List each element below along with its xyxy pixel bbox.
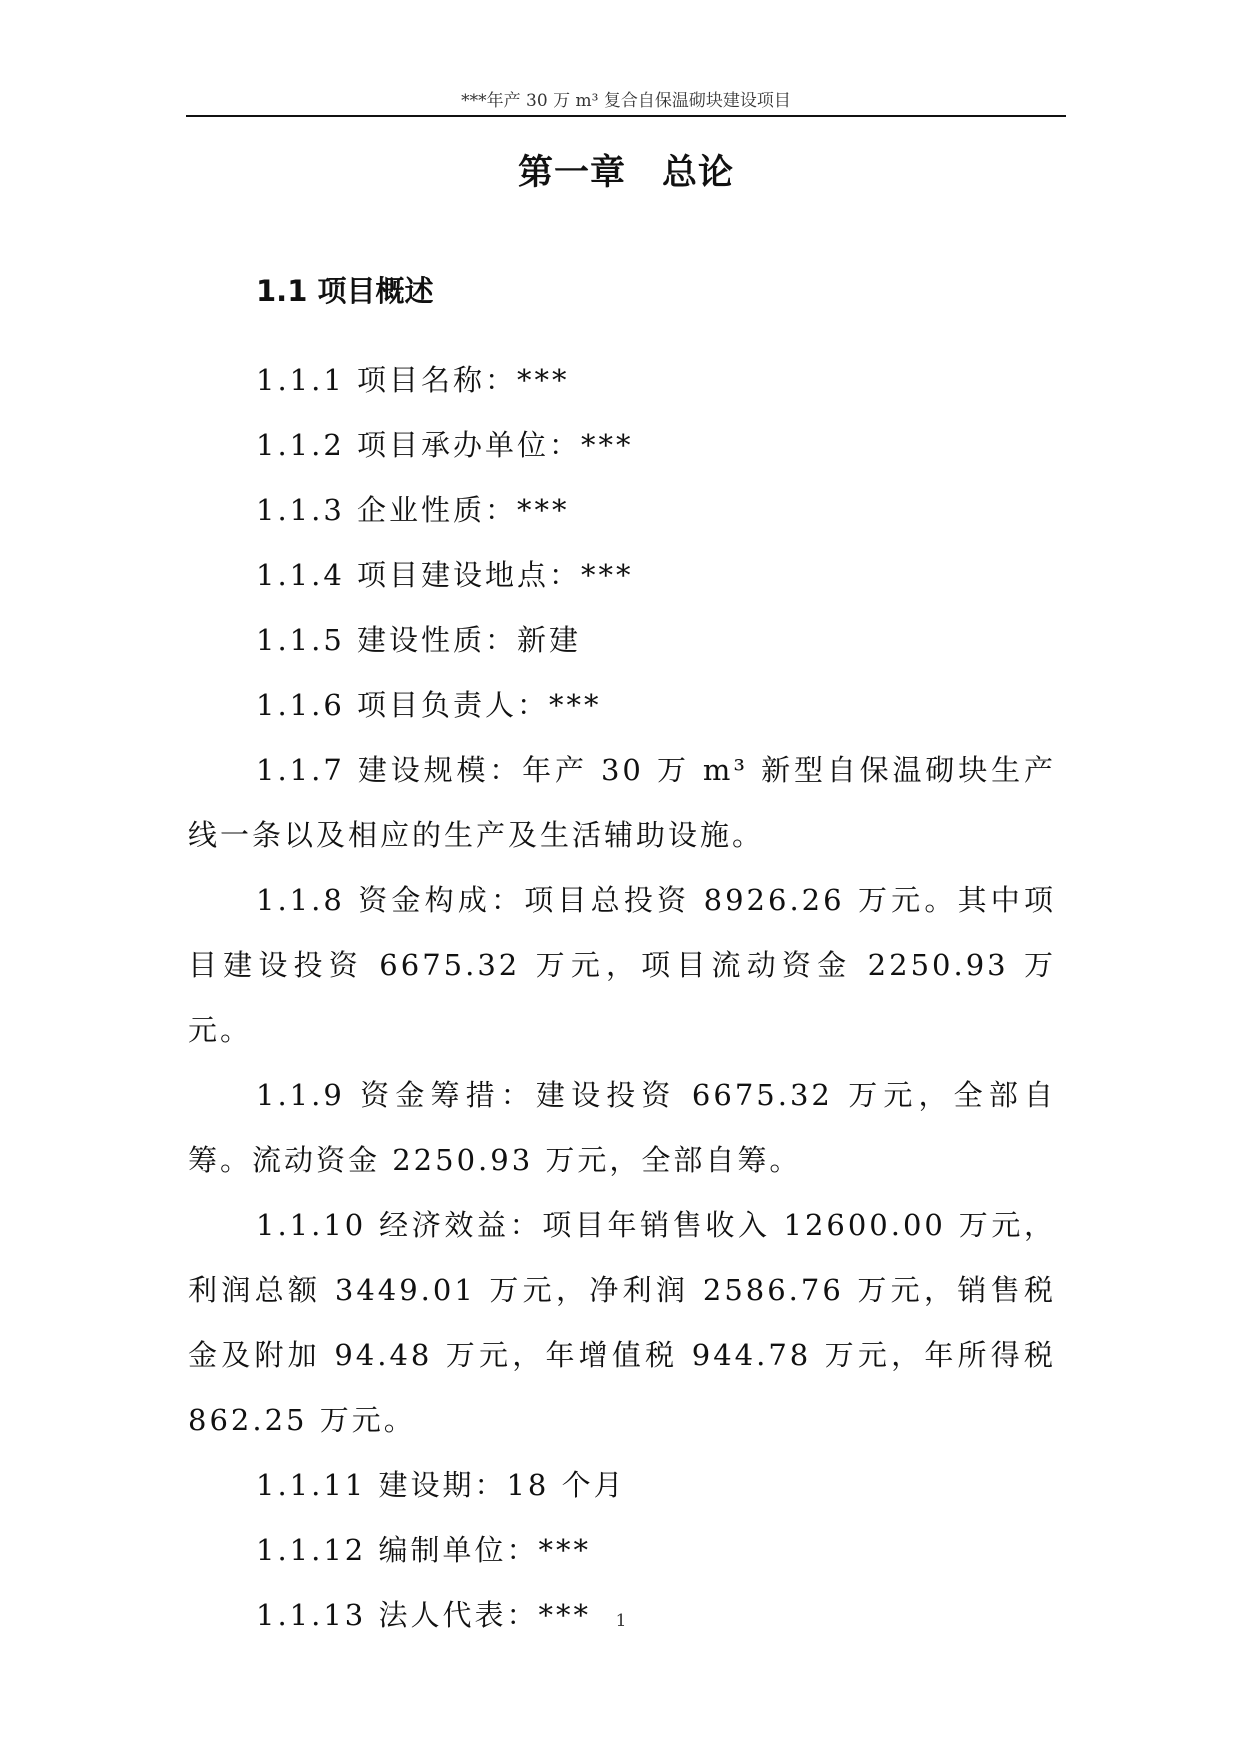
item-economic-benefit: 1.1.10 经济效益：项目年销售收入 12600.00 万元，利润总额 3449.01 万元，净利润 2586.76 万元，销售税金及附加 94.48 万元，年增值税 944.78 万元，年所得税 862.25 万元。 [188,1208,1056,1437]
chapter-name: 总论 [662,153,735,193]
body-text [188,348,1056,1648]
item-construction-nature: 1.1.5 建设性质：新建 [256,623,582,657]
item-construction-site: 1.1.4 项目建设地点：*** [256,558,634,592]
item-fund-raising: 1.1.9 资金筹措：建设投资 6675.32 万元，全部自筹。流动资金 2250.93 万元，全部自筹。 [188,1078,1056,1177]
item-construction-scale: 1.1.7 建设规模：年产 30 万 m³ 新型自保温砌块生产线一条以及相应的生产及生活辅助设施。 [188,753,1056,852]
item-enterprise-nature: 1.1.3 企业性质：*** [256,493,570,527]
item-undertaking-unit: 1.1.2 项目承办单位：*** [256,428,634,462]
item-project-leader: 1.1.6 项目负责人：*** [256,688,602,722]
header-rule [186,115,1066,117]
section-title: 1.1 项目概述 [256,274,434,308]
chapter-number: 第一章 [517,153,626,193]
chapter-title [186,148,1066,198]
item-legal-representative: 1.1.13 法人代表：*** [256,1598,591,1632]
item-project-name: 1.1.1 项目名称：*** [256,363,570,397]
item-construction-period: 1.1.11 建设期：18 个月 [256,1468,626,1502]
item-capital-composition: 1.1.8 资金构成：项目总投资 8926.26 万元。其中项目建设投资 6675.32 万元，项目流动资金 2250.93 万元。 [188,883,1056,1047]
page-number: 1 [615,1611,627,1631]
item-compiling-unit: 1.1.12 编制单位：*** [256,1533,591,1567]
running-header: ***年产 30 万 m³ 复合自保温砌块建设项目 [461,91,791,111]
